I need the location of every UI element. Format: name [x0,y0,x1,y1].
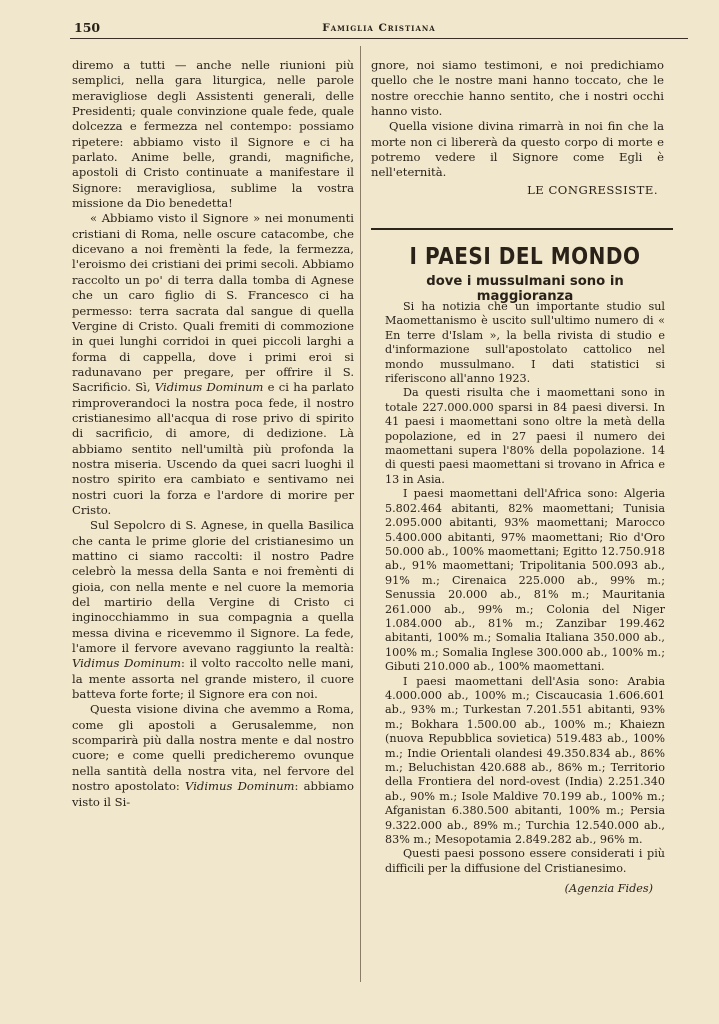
right-column-continuation [371,58,664,198]
running-title: Famiglia Cristiana [322,22,436,34]
left-paragraph-1: diremo a tutti — anche nelle riunioni più semplici, nella gara liturgica, nelle parole meravigliose degli Assistenti generali, delle Presidenti; quale convinzione quale fede, quale dolcezza e fermezza nel contempo: possiamo ripetere: abbiamo visto il Signore e ci ha parlato. Anime belle, grandi, magnifiche, apostoli di Cristo continuate a manifestare il Signore: meravigliosa, sublime la vostra missione da Dio benedetta! [72,58,354,211]
article-subtitle: dove i mussulmani sono in maggioranza [426,274,624,304]
left-paragraph-2: « Abbiamo visto il Signore » nei monumenti cristiani di Roma, nelle oscure catacombe, che dicevano a noi fremènti la fede, la fermezza, l'eroismo dei cristiani dei primi secoli. Abbiamo raccolto un po' di terra dalla tomba di Agnese che un caro figlio di S. Francesco ci ha permesso: terra sacrata dal sangue di quella Vergine di Cristo. Quali fremiti di commozione in quei lunghi corridoi in quei piccoli larghi a forma di cappella, dove i primi eroi si radunavano per pregare, per offrire il S. Sacrificio. Sì, Vidimus Dominum e ci ha parlato rimproverandoci la nostra poca fede, il nostro cristianesimo all'acqua di rose privo di spirito di sacrificio, di amore, di dedizione. Là abbiamo sentito nell'umiltà più profonda la nostra miseria. Uscendo da quei sacri luoghi il nostro spirito era cambiato e sentivamo nei nostri cuori la forza e l'ardore di morire per Cristo. [72,211,354,517]
article-paragraph-5: Questi paesi possono essere considerati i più difficili per la diffusione del Cristianesimo. [385,847,665,875]
article-body [385,300,665,897]
latin-phrase: Vidimus Dominum [154,380,264,395]
signature: LE CONGRESSISTE. [527,182,658,197]
article-paragraph-3: I paesi maomettani dell'Africa sono: Algeria 5.802.464 abitanti, 82% maomettani; Tunisia 2.095.000 abitanti, 93% maomettani; Marocco 5.400.000 abitanti, 97% maomettani; Rio d'Oro 50.000 ab., 100% maomettani; Egitto 12.750.918 ab., 91% maomettani; Tripolitania 500.093 ab., 91% m.; Cirenaica 225.000 ab., 99% m.; Senussia 20.000 ab., 81% m.; Mauritania 261.000 ab., 99% m.; Colonia del Niger 1.084.000 ab., 81% m.; Zanzibar 199.462 abitanti, 100% m.; Somalia Italiana 350.000 ab., 100% m.; Somalia Inglese 300.000 ab., 100% m.; Gibuti 210.000 ab., 100% maomettani. [385,487,665,674]
left-column [72,58,354,810]
article-title: I PAESI DEL MONDO [409,242,641,270]
section-rule [371,228,673,230]
latin-phrase: Vidimus Dominum [185,779,295,794]
article-paragraph-2: Da questi risulta che i maomettani sono in totale 227.000.000 sparsi in 84 paesi diversi. In 41 paesi i maomettani sono oltre la metà della popolazione, ed in 27 paesi il numero dei maomettani supera l'80% della popolazione. 14 di questi paesi maomettani si trovano in Africa e 13 in Asia. [385,386,665,486]
page-number: 150 [74,20,101,35]
latin-phrase: Vidimus Dominum [72,656,182,671]
article-paragraph-4: I paesi maomettani dell'Asia sono: Arabia 4.000.000 ab., 100% m.; Ciscaucasia 1.606.601 ab., 93% m.; Turkestan 7.201.551 abitanti, 93% m.; Bokhara 1.500.00 ab., 100% m.; Khaiezn (nuova Repubblica sovietica) 519.483 ab., 100% m.; Indie Orientali olandesi 49.350.834 ab., 86% m.; Beluchistan 420.688 ab., 86% m.; Territorio della Frontiera del nord-ovest (India) 2.251.340 ab., 90% m.; Isole Maldive 70.199 ab., 100% m.; Afganistan 6.380.500 abitanti, 100% m.; Persia 9.322.000 ab., 89% m.; Turchia 12.540.000 ab., 83% m.; Mesopotamia 2.849.282 ab., 96% m. [385,674,665,847]
article-source: (Agenzia Fides) [564,882,653,896]
right-paragraph-1: gnore, noi siamo testimoni, e noi predichiamo quello che le nostre mani hanno toccato, che le nostre orecchie hanno sentito, che i nostri occhi hanno visto. [371,58,664,119]
right-paragraph-2: Quella visione divina rimarrà in noi fin che la morte non ci libererà da questo corpo di morte e potremo vedere il Signore come Egli è nell'eternità. [371,119,664,180]
column-divider [360,46,361,982]
article-paragraph-1: Si ha notizia che un importante studio sul Maomettanismo è uscito sull'ultimo numero di « En terre d'Islam », la bella rivista di studio e d'informazione sull'apostolato cattolico nel mondo mussulmano. I dati statistici si riferiscono all'anno 1923. [385,300,665,386]
page-header [70,18,688,39]
left-paragraph-3: Sul Sepolcro di S. Agnese, in quella Basilica che canta le prime glorie del cristianesimo un mattino ci siamo raccolti: il nostro Padre celebrò la messa della Santa e noi fremènti di gioia, con nella mente e nel cuore la memoria del martirio della Vergine di Cristo ci inginocchiammo in sua compagnia a quella messa divina e ricevemmo il Signore. La fede, l'amore il fervore avevano raggiunto la realtà: Vidimus Dominum: il volto raccolto nelle mani, la mente assorta nel grande mistero, il cuore batteva forte forte; il Signore era con noi. [72,518,354,702]
left-paragraph-4: Questa visione divina che avemmo a Roma, come gli apostoli a Gerusalemme, non scomparirà più dalla nostra mente e dal nostro cuore; e come quelli predicheremo ovunque nella santità della nostra vita, nel fervore del nostro apostolato: Vidimus Dominum: abbiamo visto il Si- [72,702,354,809]
